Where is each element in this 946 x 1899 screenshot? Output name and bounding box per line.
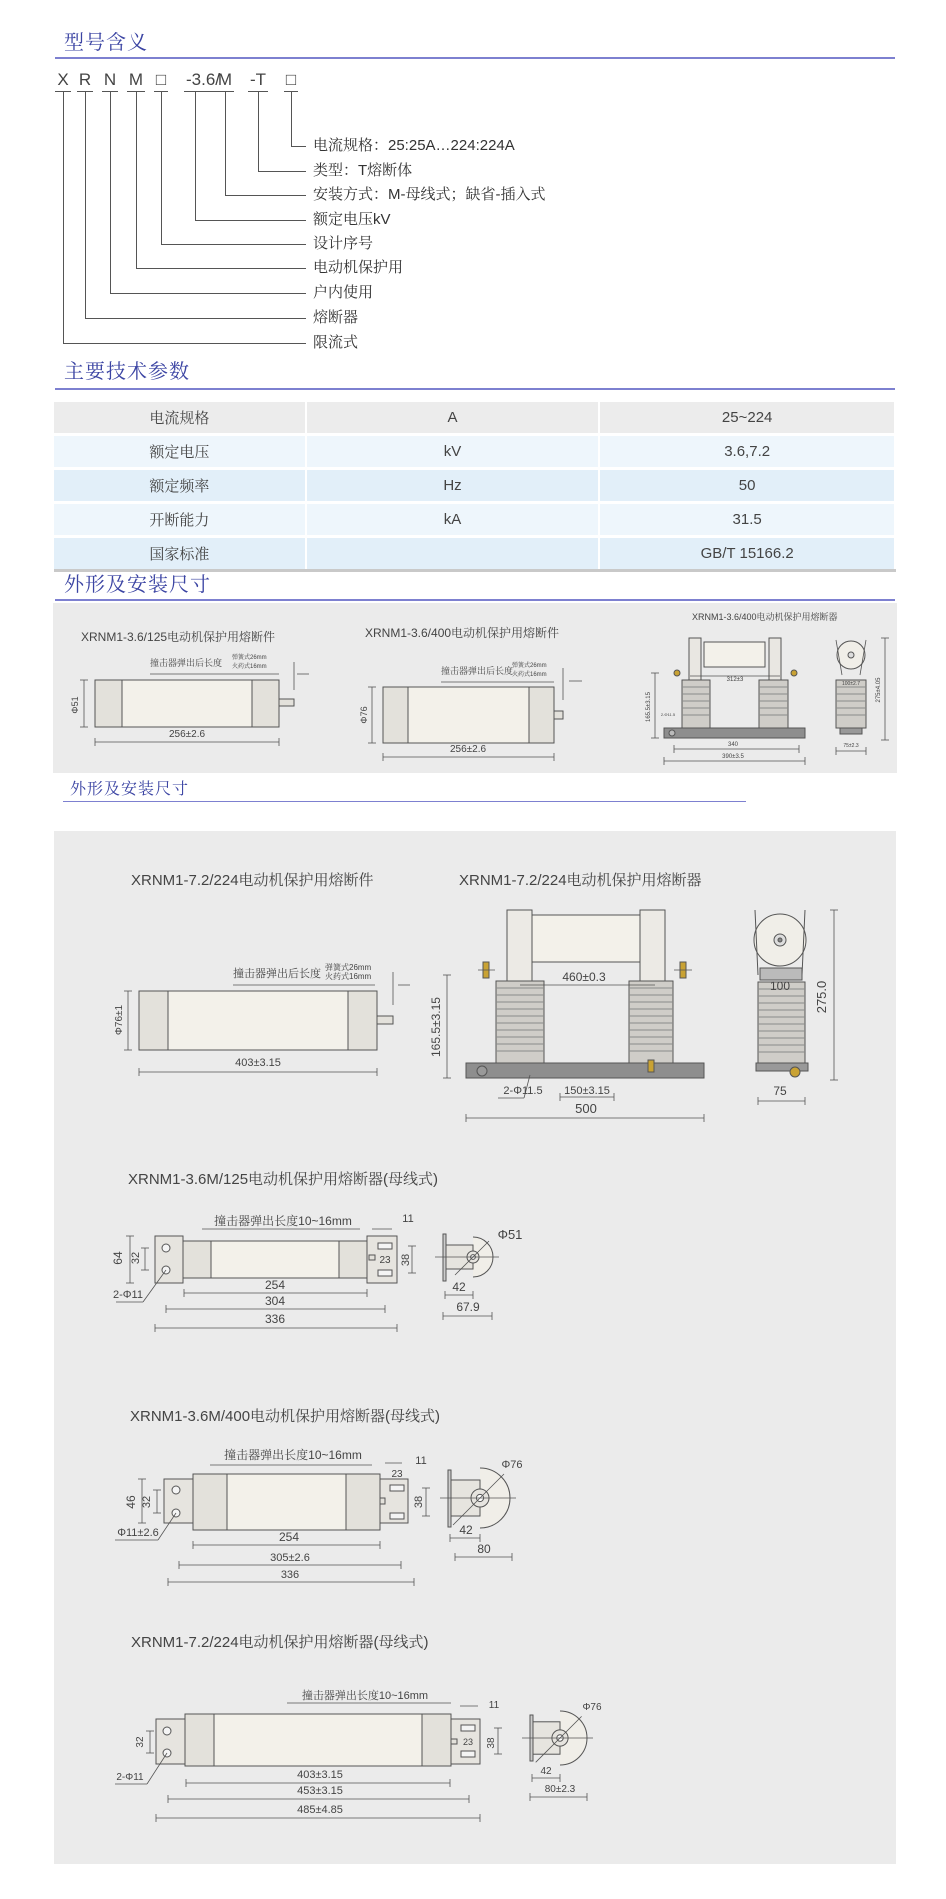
powder-label: 火药式16mm <box>512 672 547 678</box>
model-explanation: 电动机保护用 <box>313 259 404 276</box>
dimension-label: 256±2.6 <box>168 729 206 740</box>
dimension-label: 80 <box>477 1542 491 1556</box>
param-value-cell: 3.6,7.2 <box>599 435 895 469</box>
fuse-tube <box>532 915 640 962</box>
model-code-letter: N <box>102 70 118 92</box>
mounting-slot <box>461 1725 475 1731</box>
dimension-label: 80±2.3 <box>544 1784 576 1795</box>
fuse-tube <box>211 1241 339 1278</box>
powder-label: 火药式16mm <box>325 972 372 981</box>
contact-post <box>507 910 532 982</box>
model-code-letter: M <box>127 70 145 92</box>
dimension-label: 390±3.5 <box>722 754 744 760</box>
fuse-tube <box>704 642 765 667</box>
param-unit-cell: kV <box>306 435 600 469</box>
dimension-label: 340 <box>727 742 739 748</box>
model-explanation: 电流规格：25:25A…224:224A <box>313 137 515 154</box>
dimension-label: 336 <box>280 1569 300 1581</box>
drawing-busbar-fuse-3.6M-125 <box>111 1170 522 1332</box>
drawing-fuse-link-7.2-224 <box>114 871 410 1076</box>
contact-post <box>689 638 701 684</box>
param-unit-cell: A <box>306 402 600 435</box>
dimension-label: 100 <box>769 979 791 993</box>
fuse-tube <box>408 687 529 743</box>
dimension-label: 254 <box>264 1278 286 1292</box>
fuse-tube <box>227 1474 346 1530</box>
dimension-label: 11 <box>488 1700 500 1711</box>
dimension-label: 165.5±3.15 <box>646 692 652 722</box>
terminal-bolt <box>648 1060 654 1072</box>
base-plate <box>466 1063 704 1078</box>
param-unit-cell: kA <box>306 503 600 537</box>
drawing-fuse-base-side-7.2-224 <box>754 910 838 1105</box>
striker-label: 撞击器弹出后长度 <box>150 658 223 668</box>
striker-pin <box>377 1016 393 1024</box>
terminal-bolt <box>674 670 680 676</box>
drawing-fuse-link-3.6-400 <box>359 625 582 761</box>
dimension-label: 256±2.6 <box>449 744 487 755</box>
dimension-label: 403±3.15 <box>297 1769 343 1781</box>
mounting-hole <box>172 1486 180 1494</box>
model-code-letter: M <box>216 70 234 92</box>
dimension-label: 485±4.85 <box>297 1804 343 1816</box>
dimension-label: 304 <box>264 1294 286 1308</box>
mounting-slot <box>461 1751 475 1757</box>
dimension-label: 500 <box>575 1101 597 1116</box>
model-explanation: 限流式 <box>313 334 359 351</box>
model-code-letter: □ <box>284 70 298 92</box>
dimension-label: 46 <box>124 1495 138 1509</box>
left-bracket <box>156 1719 185 1764</box>
insulator <box>758 982 805 1063</box>
fuse-tube <box>214 1714 422 1766</box>
drawing-title: XRNM1-7.2/224电动机保护用熔断器(母线式) <box>131 1634 429 1651</box>
striker-label: 撞击器弹出长度10~16mm <box>224 1448 362 1462</box>
drawing-title: XRNM1-7.2/224电动机保护用熔断件 <box>131 872 374 889</box>
striker-pin <box>380 1498 385 1504</box>
dimension-label: 38 <box>486 1737 497 1749</box>
model-code-letter: X <box>55 70 70 92</box>
dimension-label: Φ76 <box>359 706 369 724</box>
param-value-cell: 50 <box>599 469 895 503</box>
param-name-cell: 电流规格 <box>54 402 306 435</box>
striker-pin <box>369 1255 375 1260</box>
dimension-label: Φ51 <box>70 696 80 714</box>
model-explanation: 设计序号 <box>313 235 374 252</box>
model-explanation: 户内使用 <box>313 284 374 301</box>
model-explanation: 额定电压kV <box>313 211 391 228</box>
base-plate <box>756 1063 808 1071</box>
mounting-hole <box>163 1727 171 1735</box>
section-title-model-meaning: 型号含义 <box>64 32 148 54</box>
section-title-dimensions: 外形及安装尺寸 <box>64 574 211 596</box>
dimension-label: 2-Φ11 <box>116 1772 144 1783</box>
dimension-label: Φ51 <box>497 1227 523 1242</box>
mounting-slot <box>390 1513 404 1519</box>
param-unit-cell: Hz <box>306 469 600 503</box>
dimension-label: 11 <box>415 1455 427 1467</box>
dimension-label: 23 <box>462 1737 474 1747</box>
drawing-title: XRNM1-3.6M/125电动机保护用熔断器(母线式) <box>128 1171 439 1188</box>
striker-label: 撞击器弹出后长度 <box>233 968 321 980</box>
fuse-tube <box>168 991 348 1050</box>
dimension-label: 32 <box>141 1495 153 1509</box>
powder-label: 火药式16mm <box>232 664 267 670</box>
dimension-label: 64 <box>111 1251 125 1265</box>
dimension-label: 150±3.15 <box>564 1085 610 1097</box>
dimension-label: 42 <box>459 1523 473 1537</box>
model-code-letter: □ <box>154 70 168 92</box>
spring-label: 弹簧式26mm <box>232 655 267 661</box>
model-code-letter: -3.6/ <box>184 70 222 92</box>
mounting-hole <box>162 1244 170 1252</box>
param-name-cell: 额定电压 <box>54 435 306 469</box>
dimension-label: 453±3.15 <box>297 1785 343 1797</box>
striker-label: 撞击器弹出后长度 <box>441 666 514 676</box>
wheel-hub <box>848 652 854 658</box>
param-name-cell: 额定频率 <box>54 469 306 503</box>
mounting-hole <box>669 730 675 736</box>
striker-pin <box>451 1739 457 1744</box>
param-value-cell: 25~224 <box>599 402 895 435</box>
drawing-fuse-base-3.6-400 <box>646 611 889 765</box>
dimension-label: 165.5±3.15 <box>429 997 443 1057</box>
spring-label: 弹簧式26mm <box>512 663 547 669</box>
base-plate <box>664 728 805 738</box>
terminal-bolt <box>791 670 797 676</box>
dimension-label: 23 <box>379 1255 391 1266</box>
dimension-label: 67.9 <box>456 1300 480 1314</box>
dimension-label: 75±2.3 <box>843 743 859 749</box>
dimension-label: 254 <box>278 1530 300 1544</box>
dimension-label: 32 <box>130 1251 142 1265</box>
contact-post <box>769 638 781 684</box>
param-value-cell: GB/T 15166.2 <box>599 537 895 571</box>
dimension-label: Φ76±1 <box>114 1004 125 1036</box>
dimension-label: 32 <box>135 1736 146 1748</box>
dimension-label: 42 <box>540 1766 552 1777</box>
striker-pin <box>279 699 294 706</box>
param-name-cell: 开断能力 <box>54 503 306 537</box>
terminal-bolt <box>790 1067 800 1077</box>
drawing-title: XRNM1-3.6/400电动机保护用熔断件 <box>365 626 560 640</box>
param-value-cell: 31.5 <box>599 503 895 537</box>
dimension-label: 11 <box>402 1213 414 1225</box>
dimension-label: 100±2.7 <box>841 681 861 687</box>
spring-label: 弹簧式26mm <box>325 963 372 972</box>
param-name-cell: 国家标准 <box>54 537 306 571</box>
drawing-fuse-link-3.6-125 <box>70 629 309 746</box>
dimension-label: 2-Φ11 <box>113 1289 143 1301</box>
drawing-busbar-fuse-3.6M-400 <box>115 1407 523 1586</box>
wheel-hub <box>778 938 782 942</box>
drawing-title: XRNM1-3.6M/400电动机保护用熔断器(母线式) <box>130 1408 441 1425</box>
base-plate <box>840 728 862 734</box>
model-explanation: 安装方式：M-母线式；缺省-插入式 <box>313 186 546 203</box>
contact-post <box>640 910 665 982</box>
dimension-label: 2-Φ11.5 <box>660 712 676 717</box>
model-code-letter: R <box>77 70 93 92</box>
dimension-label: 305±2.6 <box>270 1552 310 1564</box>
dimension-label: 23 <box>391 1469 403 1480</box>
mounting-hole <box>477 1066 487 1076</box>
drawing-title: XRNM1-7.2/224电动机保护用熔断器 <box>459 872 702 889</box>
dimension-label: 403±3.15 <box>235 1057 281 1069</box>
dimension-label: 460±0.3 <box>562 970 606 984</box>
mounting-slot <box>378 1243 392 1249</box>
striker-label: 撞击器弹出长度10~16mm <box>301 1690 429 1702</box>
mounting-slot <box>378 1270 392 1276</box>
drawing-busbar-fuse-7.2-224 <box>115 1633 602 1822</box>
dimension-label: 336 <box>264 1312 286 1326</box>
dimension-label: 2-Φ11.5 <box>503 1085 543 1097</box>
dimension-label: 38 <box>413 1495 425 1509</box>
striker-pin <box>554 711 563 719</box>
model-code-letter: -T <box>248 70 268 92</box>
drawing-fuse-base-7.2-224 <box>429 871 704 1122</box>
drawing-title: XRNM1-3.6/125电动机保护用熔断件 <box>81 630 276 644</box>
model-explanation: 类型：T熔断体 <box>313 162 413 179</box>
striker-label: 撞击器弹出长度10~16mm <box>214 1214 352 1228</box>
dimension-label: 312±3 <box>726 677 744 683</box>
dimension-label: Φ76 <box>501 1459 523 1471</box>
section-subtitle-dimensions: 外形及安装尺寸 <box>70 781 190 798</box>
dimension-label: 38 <box>400 1253 412 1267</box>
fuse-tube <box>122 680 252 727</box>
dimension-label: 75 <box>773 1084 787 1098</box>
section-title-tech-params: 主要技术参数 <box>64 361 190 383</box>
left-bracket <box>155 1236 183 1283</box>
dimension-label: 42 <box>452 1280 466 1294</box>
mounting-slot <box>390 1485 404 1491</box>
dimension-label: Φ76 <box>582 1702 602 1713</box>
dimension-label: Φ11±2.6 <box>117 1527 159 1539</box>
drawing-title: XRNM1-3.6/400电动机保护用熔断器 <box>692 612 838 622</box>
model-explanation: 熔断器 <box>313 309 359 326</box>
dimension-label: 275±4.05 <box>876 677 882 703</box>
dimension-label: 275.0 <box>814 980 829 1014</box>
